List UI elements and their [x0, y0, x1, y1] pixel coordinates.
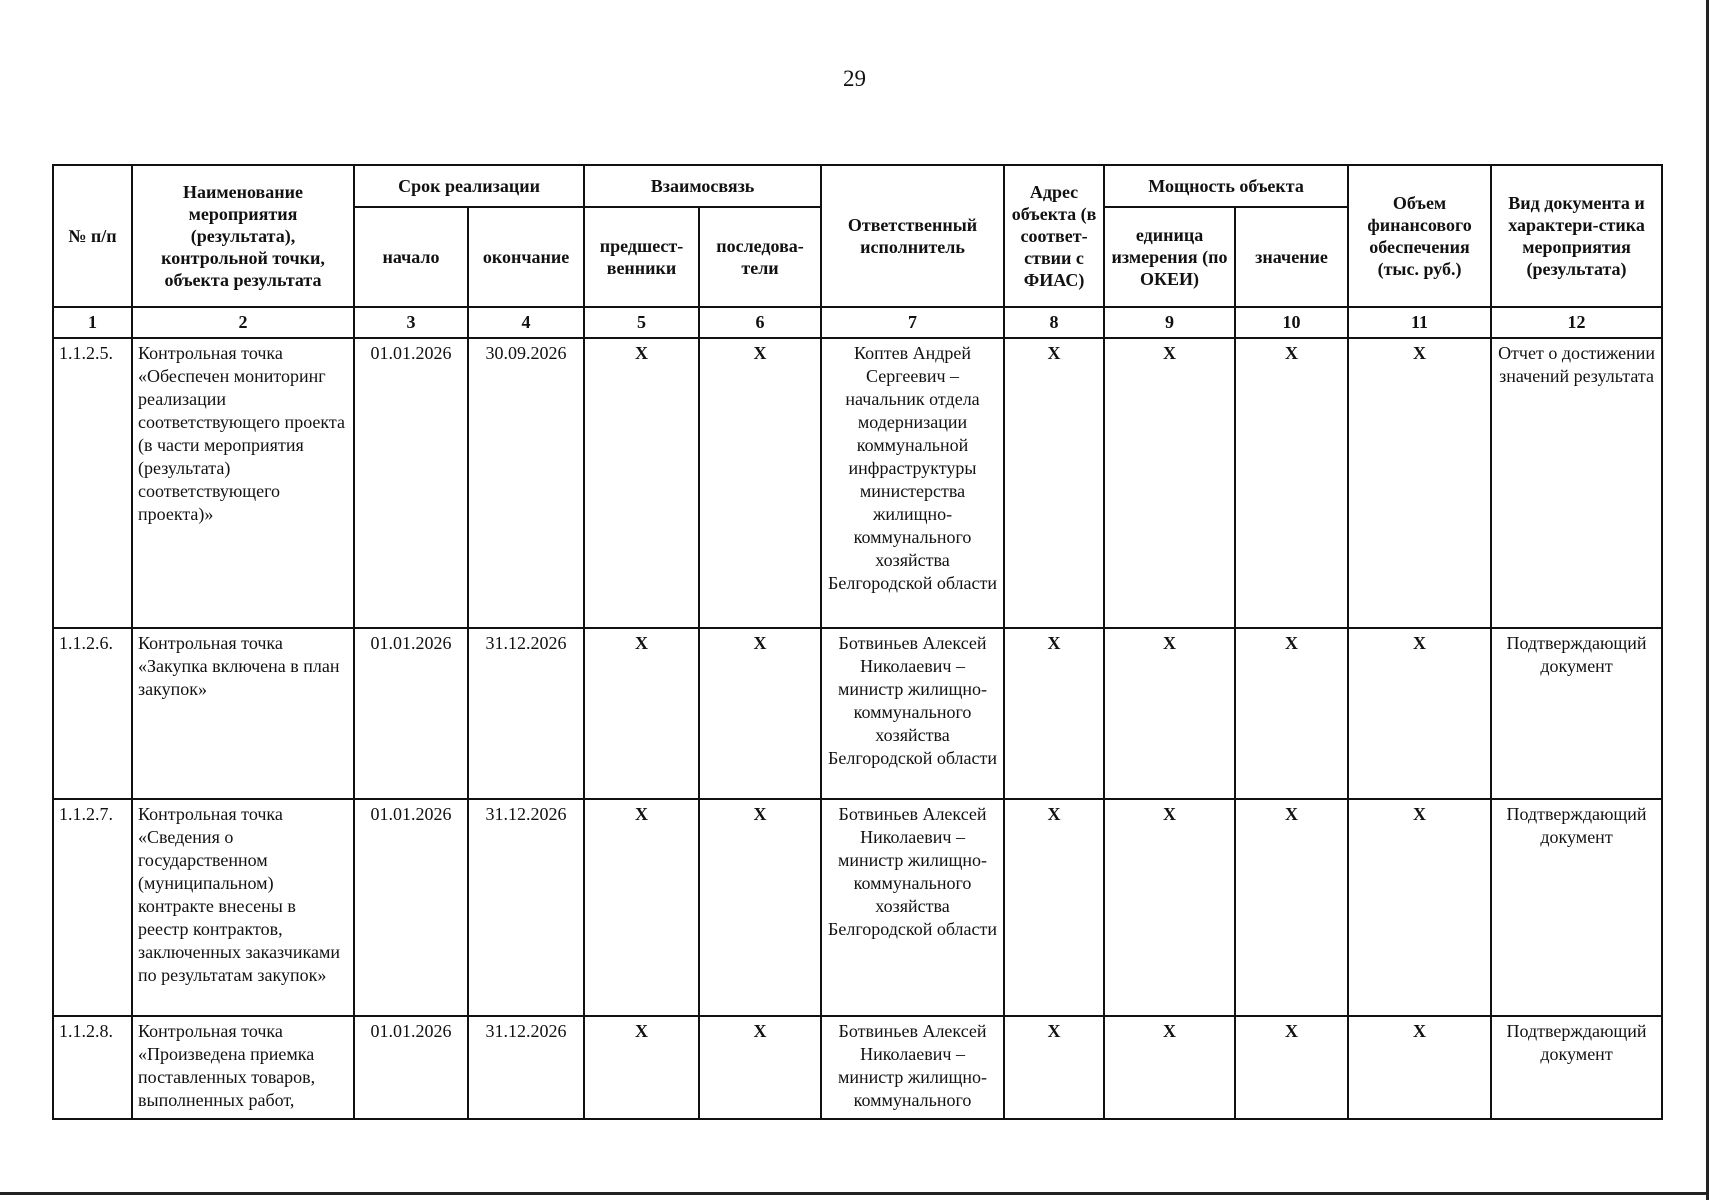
row-end: 31.12.2026: [468, 1016, 584, 1119]
column-number: 3: [354, 307, 468, 338]
row-end: 30.09.2026: [468, 338, 584, 628]
row-executor: Ботвиньев Алексей Николаевич – министр жилищно-коммунального хозяйства Белгородской области: [821, 799, 1004, 1016]
header-period-start: начало: [354, 207, 468, 307]
column-number: 12: [1491, 307, 1662, 338]
row-executor: Ботвиньев Алексей Николаевич – министр жилищно-коммунального хозяйства Белгородской области: [821, 628, 1004, 799]
header-period: Срок реализации: [354, 165, 584, 207]
column-number: 5: [584, 307, 699, 338]
row-doc: Подтверждающий документ: [1491, 628, 1662, 799]
row-finance: Х: [1348, 628, 1491, 799]
row-end: 31.12.2026: [468, 628, 584, 799]
row-finance: Х: [1348, 799, 1491, 1016]
row-pred: Х: [584, 799, 699, 1016]
row-address: Х: [1004, 799, 1104, 1016]
row-value: Х: [1235, 628, 1348, 799]
row-address: Х: [1004, 628, 1104, 799]
column-number: 6: [699, 307, 821, 338]
row-doc: Отчет о достижении значений результата: [1491, 338, 1662, 628]
column-number: 8: [1004, 307, 1104, 338]
header-capacity-value: значение: [1235, 207, 1348, 307]
table-row: [53, 338, 1662, 628]
header-name: Наименование мероприятия (результата), контрольной точки, объекта результата: [132, 165, 354, 307]
column-number: 9: [1104, 307, 1235, 338]
table-row: [53, 1016, 1662, 1119]
row-unit: Х: [1104, 799, 1235, 1016]
row-start: 01.01.2026: [354, 1016, 468, 1119]
row-start: 01.01.2026: [354, 338, 468, 628]
row-doc: Подтверждающий документ: [1491, 799, 1662, 1016]
row-executor: Коптев Андрей Сергеевич – начальник отдела модернизации коммунальной инфраструктуры министерства жилищно-коммунального хозяйства Белгородской области: [821, 338, 1004, 628]
header-relation-pred: предшест-венники: [584, 207, 699, 307]
page-number: 29: [843, 66, 866, 91]
row-value: Х: [1235, 338, 1348, 628]
row-address: Х: [1004, 1016, 1104, 1119]
row-start: 01.01.2026: [354, 799, 468, 1016]
row-num: 1.1.2.7.: [53, 799, 132, 1016]
header-executor: Ответственный исполнитель: [821, 165, 1004, 307]
row-num: 1.1.2.5.: [53, 338, 132, 628]
row-start: 01.01.2026: [354, 628, 468, 799]
row-pred: Х: [584, 338, 699, 628]
column-number: 2: [132, 307, 354, 338]
header-finance: Объем финансового обеспечения (тыс. руб.): [1348, 165, 1491, 307]
row-unit: Х: [1104, 338, 1235, 628]
table-row: [53, 799, 1662, 1016]
row-name: Контрольная точка «Обеспечен мониторинг реализации соответствующего проекта (в части мероприятия (результата) соответствующего проекта)»: [132, 338, 354, 628]
row-unit: Х: [1104, 1016, 1235, 1119]
row-next: Х: [699, 628, 821, 799]
column-number-row: [53, 307, 1662, 338]
row-name: Контрольная точка «Сведения о государственном (муниципальном) контракте внесены в реестр контрактов, заключенных заказчиками по результатам закупок»: [132, 799, 354, 1016]
table-row: [53, 628, 1662, 799]
column-number: 1: [53, 307, 132, 338]
row-num: 1.1.2.8.: [53, 1016, 132, 1119]
row-value: Х: [1235, 799, 1348, 1016]
row-unit: Х: [1104, 628, 1235, 799]
row-next: Х: [699, 799, 821, 1016]
header-period-end: окончание: [468, 207, 584, 307]
row-pred: Х: [584, 1016, 699, 1119]
row-executor: Ботвиньев Алексей Николаевич – министр жилищно-коммунального: [821, 1016, 1004, 1119]
row-next: Х: [699, 1016, 821, 1119]
column-number: 11: [1348, 307, 1491, 338]
row-address: Х: [1004, 338, 1104, 628]
row-num: 1.1.2.6.: [53, 628, 132, 799]
row-end: 31.12.2026: [468, 799, 584, 1016]
column-number: 7: [821, 307, 1004, 338]
row-next: Х: [699, 338, 821, 628]
column-number: 4: [468, 307, 584, 338]
row-name: Контрольная точка «Произведена приемка поставленных товаров, выполненных работ,: [132, 1016, 354, 1119]
column-number: 10: [1235, 307, 1348, 338]
row-value: Х: [1235, 1016, 1348, 1119]
header-relation-next: последова-тели: [699, 207, 821, 307]
row-doc: Подтверждающий документ: [1491, 1016, 1662, 1119]
row-pred: Х: [584, 628, 699, 799]
row-name: Контрольная точка «Закупка включена в план закупок»: [132, 628, 354, 799]
header-address: Адрес объекта (в соответ-ствии с ФИАС): [1004, 165, 1104, 307]
row-finance: Х: [1348, 1016, 1491, 1119]
plan-table: [52, 164, 1663, 1120]
header-num: № п/п: [53, 165, 132, 307]
row-finance: Х: [1348, 338, 1491, 628]
page-edge-bottom: [0, 1192, 1709, 1195]
header-relation: Взаимосвязь: [584, 165, 821, 207]
header-capacity-unit: единица измерения (по ОКЕИ): [1104, 207, 1235, 307]
header-capacity: Мощность объекта: [1104, 165, 1348, 207]
header-doc: Вид документа и характери-стика мероприятия (результата): [1491, 165, 1662, 307]
